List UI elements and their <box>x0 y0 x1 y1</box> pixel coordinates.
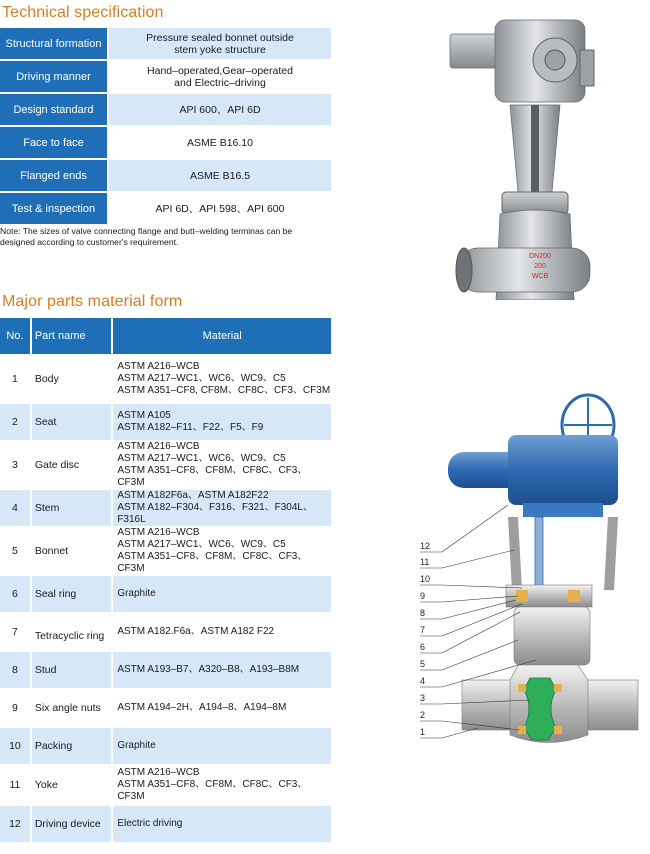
spec-heading: Technical specification <box>2 4 164 21</box>
callout-10: 10 <box>420 574 431 584</box>
part-material: Graphite <box>113 576 331 612</box>
table-row <box>0 576 331 612</box>
photo-marking-material: WCB <box>531 273 549 280</box>
spec-note: Note: The sizes of valve connecting flange and butt–welding terminas can be designed according to customer's requirement. <box>0 226 293 247</box>
part-material: ASTM A193–B7、A320–B8、A193–B8M <box>113 652 331 688</box>
table-row <box>0 490 331 526</box>
part-name: Six angle nuts <box>34 702 101 714</box>
spec-value: ASME B16.5 <box>109 160 331 191</box>
callout-8: 8 <box>420 608 426 618</box>
part-material: ASTM A216–WCB ASTM A351–CF8、CF8M、CF8C、CF3、CF3M <box>117 767 308 802</box>
spec-value: Hand–operated,Gear–operated and Electric–driving <box>147 64 293 89</box>
spec-row <box>0 127 331 158</box>
valve-section-diagram <box>418 390 650 762</box>
spec-row <box>0 94 331 125</box>
spec-row <box>0 61 331 92</box>
part-no: 6 <box>0 576 30 612</box>
part-material: ASTM A105 ASTM A182–F11、F22、F5、F9 <box>113 404 331 440</box>
parts-header-row <box>0 318 331 354</box>
part-name: Body <box>34 373 59 385</box>
table-row <box>0 806 331 842</box>
part-no: 8 <box>0 652 30 688</box>
spec-label: Driving manner <box>0 61 107 92</box>
callout-11: 11 <box>420 557 430 567</box>
part-material: ASTM A182F6a、ASTM A182F22 ASTM A182–F304、F316、F321、F304L、F316L <box>113 490 331 526</box>
part-no: 10 <box>0 728 30 764</box>
callout-6: 6 <box>420 642 426 652</box>
part-no: 3 <box>11 459 18 471</box>
part-material: ASTM A216–WCB ASTM A217–WC1、WC6、WC9、C5 ASTM A351–CF8、CF8M、CF8C、CF3、CF3M <box>117 441 308 488</box>
callout-12: 12 <box>420 541 431 551</box>
part-name: Tetracyclic ring <box>34 630 105 642</box>
part-name: Yoke <box>34 779 58 791</box>
photo-marking-size: DN200 <box>529 253 551 260</box>
valve-photo <box>440 10 610 300</box>
part-name: Seat <box>32 404 112 440</box>
part-no: 5 <box>11 545 18 557</box>
spec-label: Structural formation <box>0 28 107 59</box>
spec-value: Pressure sealed bonnet outside stem yoke structure <box>109 28 331 59</box>
callout-7: 7 <box>420 625 426 635</box>
spec-value: ASME B16.10 <box>187 136 253 149</box>
part-name: Stud <box>32 652 112 688</box>
spec-row <box>0 28 331 59</box>
spec-value: API 600、API 6D <box>109 94 331 125</box>
part-name: Gate disc <box>34 459 80 471</box>
photo-marking-pressure: 200 <box>534 263 546 270</box>
spec-row <box>0 193 331 224</box>
part-material: ASTM A182.F6a、ASTM A182 F22 <box>117 626 275 637</box>
part-no: 4 <box>0 490 30 526</box>
part-material: ASTM A216–WCB ASTM A217–WC1、WC6、WC9、C5 ASTM A351–CF8, CF8M、CF8C、CF3、CF3M <box>117 361 331 396</box>
table-row <box>0 614 331 650</box>
callout-5: 5 <box>420 659 426 669</box>
part-name: Bonnet <box>34 545 69 557</box>
spec-value: API 6D、API 598、API 600 <box>155 202 285 215</box>
callout-9: 9 <box>420 591 426 601</box>
spec-table <box>0 28 331 226</box>
header-material: Material <box>113 318 331 354</box>
part-no: 2 <box>0 404 30 440</box>
part-no: 11 <box>9 779 21 791</box>
header-part-name: Part name <box>32 318 112 354</box>
part-name: Packing <box>32 728 112 764</box>
table-row <box>0 404 331 440</box>
callout-3: 3 <box>420 693 426 703</box>
spec-row <box>0 160 331 191</box>
callout-1: 1 <box>420 727 426 737</box>
parts-table <box>0 318 331 844</box>
table-row <box>0 528 331 574</box>
spec-label: Face to face <box>0 127 107 158</box>
table-row <box>0 442 331 488</box>
part-material: Graphite <box>113 728 331 764</box>
part-name: Driving device <box>32 806 112 842</box>
table-row <box>0 356 331 402</box>
header-no: No. <box>0 318 30 354</box>
part-name: Stem <box>32 490 112 526</box>
part-material: ASTM A194–2H、A194–8、A194–8M <box>117 702 287 713</box>
spec-label: Design standard <box>0 94 107 125</box>
parts-heading: Major parts material form <box>2 293 183 310</box>
table-row <box>0 652 331 688</box>
spec-label: Flanged ends <box>0 160 107 191</box>
part-no: 1 <box>11 373 18 385</box>
part-material: ASTM A216–WCB ASTM A217–WC1、WC6、WC9、C5 ASTM A351–CF8、CF8M、CF8C、CF3、CF3M <box>117 527 308 574</box>
part-no: 9 <box>11 702 18 714</box>
callout-2: 2 <box>420 710 426 720</box>
part-no: 12 <box>0 806 30 842</box>
part-no: 7 <box>11 626 18 638</box>
part-name: Seal ring <box>32 576 112 612</box>
table-row <box>0 690 331 726</box>
table-row <box>0 728 331 764</box>
spec-label: Test & inspection <box>0 193 107 224</box>
part-material: Electric driving <box>113 806 331 842</box>
table-row <box>0 766 331 804</box>
callout-4: 4 <box>420 676 426 686</box>
